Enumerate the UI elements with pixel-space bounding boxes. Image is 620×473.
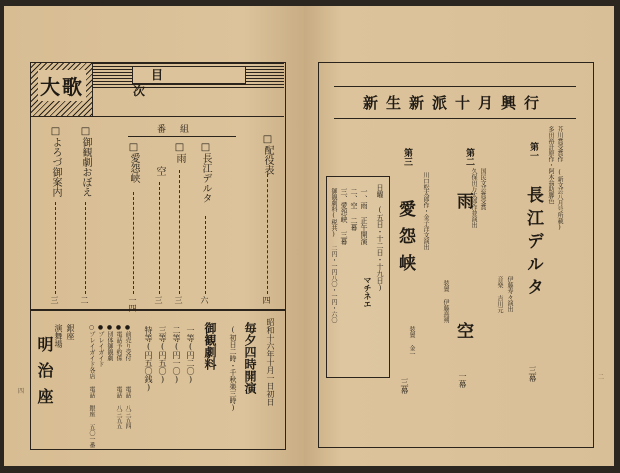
toc-page: 三 [174,296,183,304]
matinee-prices: 御観劇料(税共) 二円・一円八〇・一円・六〇 [330,188,337,323]
work-note: 装置 伊藤熹朔 [442,280,449,323]
toc-page: 三 [50,296,59,304]
work-note: 装置 金一 [408,326,415,357]
work-note: 川口松太郎作・金子洋文演出 [422,172,429,250]
work-note: 音楽 吉川元 [496,276,503,313]
fee-line: 特等(円五〇銭) [144,326,153,392]
work-acts: 一幕 [458,372,467,388]
work-number: 第二 [464,148,474,166]
work-note: 国民文芸賞受賞 [479,168,486,210]
toc-title: 目次 [132,66,246,84]
toc-page: 三 [154,296,163,304]
info-line: ●前売り受付 [124,324,131,361]
work-note: 多田裕計原作・阿木翁助脚色 [547,126,554,204]
page-number: 二 [598,374,605,381]
venue-name: 明治座 [35,336,54,414]
work-title: 雨 [453,192,473,209]
work-number: 第一 [528,142,538,160]
work-note: 久保田万太郎作並演出 [470,168,477,228]
toc-title-band [92,62,284,98]
masthead-logo [30,62,93,117]
program-header: 番組 [156,125,203,135]
work-title-extra: 空 [453,322,473,339]
work-acts: 三幕 [528,366,537,382]
address-line: 銀座 [66,324,75,340]
date-line: 昭和十六年十月一日初日 [266,318,275,406]
work-acts: 三幕 [400,378,409,394]
address-line: 演舞場 [54,324,63,348]
work-number: 第三 [402,148,412,166]
toc-item-oboe[interactable]: □御観劇おぼえ [80,126,91,197]
work-note: 芥川賞受賞作 (新文芸八月号所載) [556,126,563,231]
fee-line: 二等(円一〇) [172,326,181,384]
fee-line: 三等(円五〇) [158,326,167,384]
toc-item-cast[interactable]: □配役表 [262,134,273,175]
right-page [304,6,614,466]
info-line: ●団体御観劇 [106,324,113,361]
toc-item-choko[interactable]: □長江デルタ [200,142,211,203]
toc-page: 一四 [128,296,137,312]
work-title: 長江デルタ [523,186,543,301]
matinee-line: 一、雨 正午開演 [360,188,368,245]
masthead-logo-text: 大歌 [38,70,86,101]
phone-line: 電話 銀座 五〇一番 [88,386,95,448]
matinee-line: 三、愛怨峡 三幕 [340,188,348,245]
page-number: 四 [18,388,25,395]
toc-item-sora[interactable]: 空 [154,166,165,176]
toc-item-annai[interactable]: □よろづ御案内 [50,126,61,197]
work-note: 伊藤寿々演出 [506,276,513,312]
matinee-title: マチネエ [363,276,373,308]
matinee-subtitle: 日曜 (五日・十二日・十九日) [376,184,384,292]
toc-page: 二 [80,296,89,304]
toc-item-aienkyo[interactable]: □愛怨峡 [128,142,139,183]
toc-page: 四 [262,296,271,304]
work-title: 愛怨峡 [395,200,415,281]
matinee-line: 二、空 二幕 [350,188,358,231]
show-times-note: (初日二時・千秋楽三時) [229,326,237,412]
phone-line: 電話 八三五五 [115,386,122,429]
fees-title: 御観劇料 [203,322,217,370]
toc-page: 六 [200,296,209,304]
show-times: 毎夕四時開演 [243,322,257,394]
info-line: ●プレイガイド [97,324,104,367]
agent: ○プレイガイド各店 [88,324,95,379]
left-page [4,6,304,466]
info-line: ●電話予約係 [115,324,122,361]
toc-item-ame[interactable]: □雨 [174,142,185,163]
program-heading: 新生新派十月興行 [362,94,547,112]
phone-line: 電話 八三五四 [124,386,131,429]
fee-line: 一等(円二〇) [186,326,195,384]
